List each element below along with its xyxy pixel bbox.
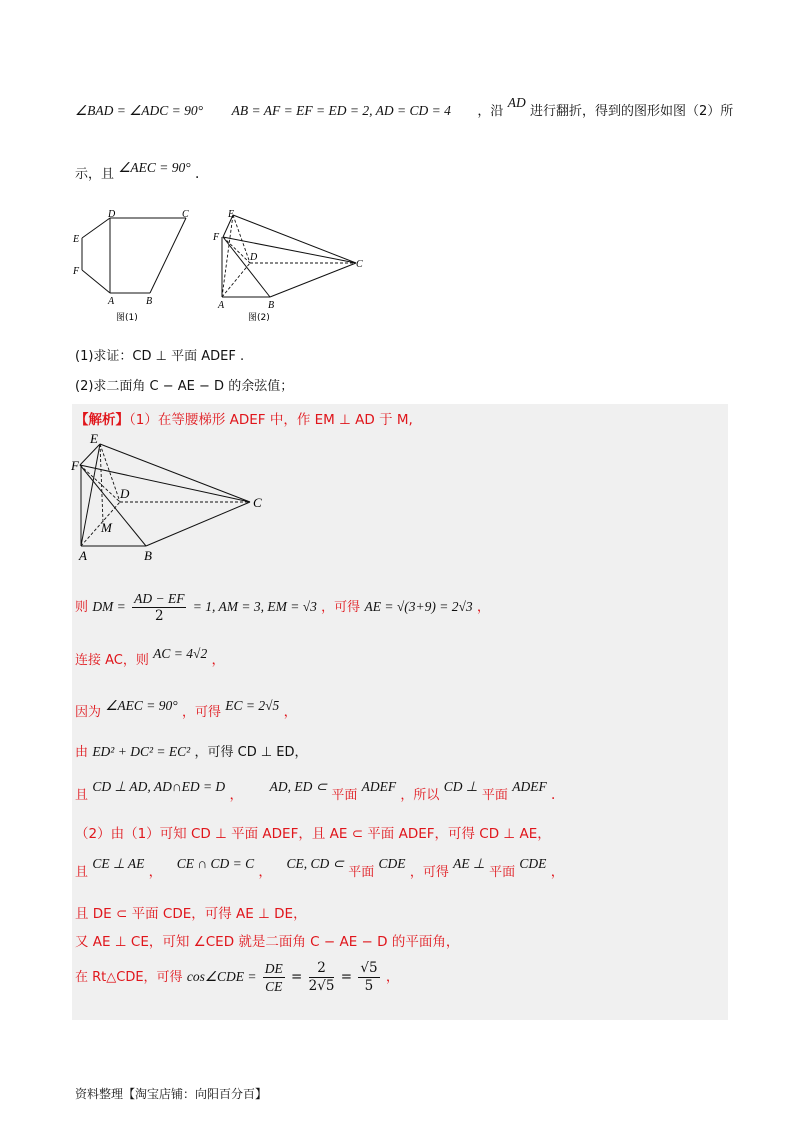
sol-l7-plane: 平面	[348, 865, 375, 880]
fig2-label-A: A	[218, 300, 225, 311]
sol-l4-from: 由	[75, 745, 89, 760]
solution-line-10: 在 Rt△CDE，可得 cos∠CDE = $\frac{DE}{CE}$ = $\frac{2}{2√5}$ = $\frac{√5}{5}$ ，	[75, 960, 400, 994]
sol-l2-comma: ，	[211, 652, 225, 668]
sol-l5-plane: 平面	[331, 788, 358, 803]
text-shown: 示，且	[75, 167, 115, 182]
sol-l5-therefore: ，所以	[400, 788, 440, 803]
sol-label-F: F	[71, 458, 79, 473]
sol-label-C: C	[253, 495, 262, 510]
sol-l1-then: 则	[75, 600, 89, 615]
sol-label-E: E	[90, 431, 98, 446]
fraction-result-num: √5	[360, 960, 378, 976]
question-2: (2)求二面角 C − AE − D 的余弦值；	[75, 379, 294, 394]
solution-line-1	[75, 590, 490, 625]
problem-line-2	[75, 160, 200, 182]
text-fold: 进行翻折，得到的图形如图（2）所	[530, 104, 734, 119]
fig2-label-E: E	[228, 209, 235, 220]
solution-line-7	[75, 852, 565, 880]
fraction-dm-num: AD − EF	[134, 591, 185, 606]
sol-l5-adef: ADEF	[361, 779, 397, 794]
fig1-label-A: A	[108, 296, 115, 307]
sol-label-A: A	[79, 548, 87, 563]
solution-line-5	[75, 775, 556, 803]
condition-angles: ∠BAD = ∠ADC = 90°	[75, 103, 204, 118]
solution-intro	[75, 408, 413, 428]
solution-line-6: （2）由（1）可知 CD ⊥ 平面 ADEF，且 AE ⊂ 平面 ADEF，可得 CD ⊥ AE，	[75, 826, 551, 842]
sol-l4-pythag: ED² + DC² = EC²	[92, 744, 191, 759]
fold-axis: AD	[507, 95, 526, 110]
sol-l7-intersect: CE ∩ CD = C	[176, 856, 255, 871]
fig1-caption: 图(1)	[116, 313, 138, 323]
sol-l2-ac: AC = 4√2	[153, 646, 208, 661]
fraction-de-ce-den: CE	[265, 979, 283, 994]
sol-l5-cd: CD ⊥	[443, 779, 478, 794]
sol-l5-plane2: 平面	[481, 788, 508, 803]
fraction-result	[358, 960, 379, 995]
sol-l7-plane2: 平面	[489, 865, 516, 880]
sol-l7-ce-ae: CE ⊥ AE	[92, 856, 145, 871]
fig1-label-B: B	[146, 296, 153, 307]
sol-l7-subset: CE, CD ⊂	[286, 856, 344, 871]
solution-line-4	[75, 741, 308, 760]
sol-l5-adef2: ADEF	[512, 779, 547, 794]
sol-label-M: M	[101, 520, 112, 535]
solution-tag: 【解析】	[75, 412, 129, 428]
figure-2	[208, 205, 368, 325]
sol-l1-dm: DM =	[92, 599, 126, 614]
fraction-2-over-den: 2√5	[308, 978, 335, 994]
fraction-2-over	[309, 960, 335, 995]
period: .	[194, 166, 200, 182]
footer-source: 资料整理【淘宝店铺：向阳百分百】	[75, 1087, 268, 1101]
sol-l2-connect: 连接 AC，则	[75, 653, 149, 668]
fig2-label-D: D	[250, 252, 258, 263]
sol-l4-result: ，可得 CD ⊥ ED，	[194, 745, 308, 760]
sol-l7-ae: AE ⊥	[453, 856, 485, 871]
sol-l7-comma2: ，	[258, 864, 272, 880]
fraction-2-over-num: 2	[309, 960, 335, 978]
sol-l5-comma: ，	[229, 787, 243, 803]
sol-l5-and: 且	[75, 788, 89, 803]
fig2-label-B: B	[268, 300, 275, 311]
fraction-dm	[132, 590, 186, 625]
sol-l7-and: 且	[75, 865, 89, 880]
sol-l3-because: 因为	[75, 705, 102, 720]
sol-l5-subset: AD, ED ⊂	[269, 779, 328, 794]
fraction-dm-den: 2	[154, 608, 164, 624]
solution-line-3	[75, 700, 297, 720]
sol-label-D: D	[120, 486, 130, 501]
solution-line-8: 且 DE ⊂ 平面 CDE，可得 AE ⊥ DE，	[75, 906, 307, 922]
solution-line-2	[75, 648, 225, 668]
sol-l5-period: .	[551, 787, 556, 803]
sol-l7-comma3: ，	[550, 864, 565, 880]
question-1: (1)求证：CD ⊥ 平面 ADEF .	[75, 349, 245, 364]
sol-l3-angle: ∠AEC = 90°	[105, 698, 178, 713]
fig2-label-F: F	[213, 232, 220, 243]
sol-l1-comma: ，	[476, 599, 491, 615]
fig2-caption: 图(2)	[248, 313, 270, 323]
fig1-label-E: E	[73, 234, 80, 245]
solution-figure	[70, 428, 270, 564]
fraction-de-ce-num: DE	[264, 961, 283, 976]
solution-intro-text: （1）在等腰梯形 ADEF 中，作 EM ⊥ AD 于 M,	[129, 412, 413, 428]
sol-l10-cos: cos∠CDE =	[186, 969, 257, 984]
text-along: ，沿	[477, 104, 504, 119]
fig2-label-C: C	[356, 259, 363, 270]
sol-l10-comma: ，	[385, 969, 400, 985]
sol-l7-deduce: ，可得	[409, 865, 449, 880]
sol-l1-ae: AE = √(3+9) = 2√3	[364, 599, 473, 614]
sol-l3-ec: EC = 2√5	[225, 698, 280, 713]
sol-l1-deduce: ，可得	[321, 600, 361, 615]
sol-label-B: B	[144, 548, 152, 563]
fig1-label-F: F	[73, 266, 80, 277]
fraction-result-den: 5	[364, 978, 374, 994]
figure-1	[68, 205, 198, 325]
problem-line-1	[75, 95, 734, 119]
sol-l7-comma1: ，	[148, 864, 163, 880]
sol-l7-cde2: CDE	[519, 856, 547, 871]
condition-lengths: AB = AF = EF = ED = 2, AD = CD = 4	[231, 103, 451, 118]
fraction-de-ce	[263, 960, 285, 995]
sol-l3-comma: ，	[283, 704, 298, 720]
sol-l7-cde: CDE	[378, 856, 406, 871]
sol-l3-deduce: ，可得	[181, 705, 221, 720]
sol-l1-values: = 1, AM = 3, EM = √3	[192, 599, 317, 614]
sol-l5-perp: CD ⊥ AD, AD∩ED = D	[92, 779, 226, 794]
fig1-label-D: D	[108, 209, 116, 220]
fig1-label-C: C	[182, 209, 189, 220]
solution-line-9: 又 AE ⊥ CE，可知 ∠CED 就是二面角 C − AE − D 的平面角，	[75, 934, 460, 950]
condition-aec: ∠AEC = 90°	[118, 160, 191, 175]
sol-l10-in: 在 Rt△CDE，可得	[75, 970, 183, 985]
